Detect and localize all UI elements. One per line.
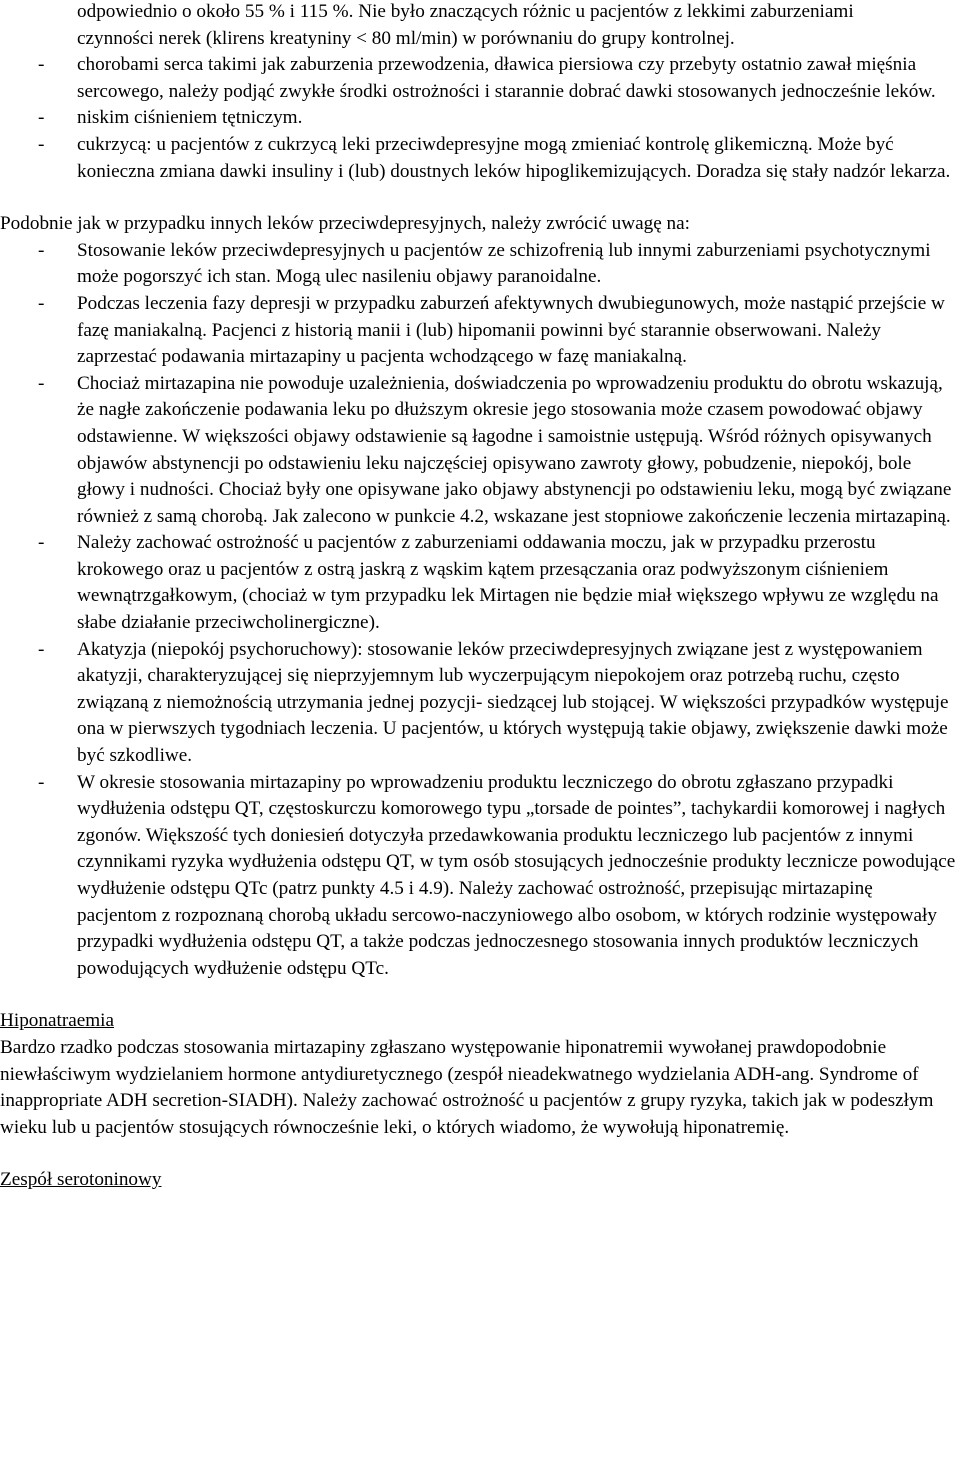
list-item bbox=[0, 291, 960, 371]
list-item-text: Należy zachować ostrożność u pacjentów z zaburzeniami oddawania moczu, jak w przypadku przerostu krokowego oraz u pacjentów z ostrą jaskrą z wąskim kątem przesączania oraz podwyższonym ciśnieniem wewnątrzgałkowym, (chociaż w tym przypadku lek Mirtagen nie będzie miał większego wpływu ze względu na słabe działanie przeciwcholinergiczne). bbox=[77, 532, 939, 634]
list-item-text: Stosowanie leków przeciwdepresyjnych u pacjentów ze schizofrenią lub innymi zaburzeniami psychotycznymi może pogorszyć ich stan. Mogą ulec nasileniu objawy paranoidalne. bbox=[77, 239, 931, 288]
list-dash: - bbox=[38, 638, 45, 660]
hyponatraemia-heading: Hiponatraemia bbox=[0, 1010, 115, 1032]
list-item bbox=[0, 530, 960, 636]
list-item-text: Chociaż mirtazapina nie powoduje uzależnienia, doświadczenia po wprowadzeniu produktu do obrotu wskazują, że nagłe zakończenie podawania leku po dłuższym okresie jego stosowania może czasem powodować objawy odstawienne. W większości objawy odstawienie są łagodne i samoistnie ustępują. Wśród różnych opisywanych objawów abstynencji po odstawieniu leku najczęściej opisywano zawroty głowy, pobudzenie, niepokój, bole głowy i nudności. Chociaż były one opisywane jako objawy abstynencji po odstawieniu leku, mogą być związane również z samą chorobą. Jak zalecono w punkcie 4.2, wskazane jest stopniowe zakończenie leczenia mirtazapiną. bbox=[77, 372, 952, 527]
list-item bbox=[0, 637, 960, 770]
intro-paragraph: Podobnie jak w przypadku innych leków przeciwdepresyjnych, należy zwrócić uwagę na: bbox=[0, 213, 690, 235]
list-dash: - bbox=[38, 532, 45, 554]
list-dash: - bbox=[38, 133, 45, 155]
hyponatraemia-paragraph: Bardzo rzadko podczas stosowania mirtazapiny zgłaszano występowanie hiponatremii wywołanej prawdopodobnie niewłaściwym wydzielaniem hormone antydiuretycznego (zespół nieadekwatnego wydzielania ADH-ang. Syndrome of inappropriate ADH secretion-SIADH). Należy zachować ostrożność u pacjentów z grupy ryzyka, takich jak w podeszłym wieku lub u pacjentów stosujących równocześnie leki, o których wiadomo, że wywołują hiponatremię. bbox=[0, 1036, 934, 1138]
list-item-text: cukrzycą: u pacjentów z cukrzycą leki przeciwdepresyjne mogą zmieniać kontrolę glikemiczną. Może być konieczna zmiana dawki insuliny i (lub) doustnych leków hipoglikemizujących. Doradza się stały nadzór lekarza. bbox=[77, 133, 951, 182]
list-item-text: Akatyzja (niepokój psychoruchowy): stosowanie leków przeciwdepresyjnych związane jest z występowaniem akatyzji, charakteryzującej się nieprzyjemnym lub wyczerpującym niepokojem oraz potrzebą ruchu, często związaną z niemożnością utrzymania jednej pozycji- siedzącej lub stojącej. W większości przypadków występuje ona w pierwszych tygodniach leczenia. U pacjentów, u których występują takie objawy, zwiększenie dawki może być szkodliwe. bbox=[77, 638, 949, 767]
list-item-text: Podczas leczenia fazy depresji w przypadku zaburzeń afektywnych dwubiegunowych, może nastąpić przejście w fazę maniakalną. Pacjenci z historią manii i (lub) hipomanii powinni być starannie obserwowani. Należy zaprzestać podawania mirtazapiny u pacjenta wchodzącego w fazę maniakalną. bbox=[77, 292, 945, 368]
list-item bbox=[0, 52, 960, 105]
list-dash: - bbox=[38, 239, 45, 261]
list-item bbox=[0, 132, 960, 185]
list-item-text: W okresie stosowania mirtazapiny po wprowadzeniu produktu leczniczego do obrotu zgłaszano przypadki wydłużenia odstępu QT, częstoskurczu komorowego typu „torsade de pointes”, tachykardii komorowej i nagłych zgonów. Większość tych doniesień dotyczyła przedawkowania produktu leczniczego lub pacjentów z innymi czynnikami ryzyka wydłużenia odstępu QT, w tym osób stosujących jednocześnie produkty lecznicze powodujące wydłużenie odstępu QTc (patrz punkty 4.5 i 4.9). Należy zachować ostrożność, przepisując mirtazapinę pacjentom z rozpoznaną chorobą układu sercowo-naczyniowego albo osobom, w których rodzinie występowały przypadki wydłużenia odstępu QT, a także podczas jednoczesnego stosowania innych produktów leczniczych powodujących wydłużenie odstępu QTc. bbox=[77, 771, 956, 979]
list-item bbox=[0, 770, 960, 983]
list-item bbox=[0, 371, 960, 531]
list-item-text: niskim ciśnieniem tętniczym. bbox=[77, 107, 303, 129]
list-dash: - bbox=[38, 107, 45, 129]
comorbidity-list bbox=[0, 52, 960, 185]
list-dash: - bbox=[38, 292, 45, 314]
list-dash: - bbox=[38, 771, 45, 793]
serotonin-syndrome-heading: Zespół serotoninowy bbox=[0, 1169, 162, 1191]
warnings-list bbox=[0, 238, 960, 983]
continuation-paragraph: odpowiednio o około 55 % i 115 %. Nie było znaczących różnic u pacjentów z lekkimi zaburzeniami czynności nerek (klirens kreatyniny < 80 ml/min) w porównaniu do grupy kontrolnej. bbox=[77, 1, 854, 49]
list-item bbox=[0, 238, 960, 291]
list-dash: - bbox=[38, 372, 45, 394]
list-item-text: chorobami serca takimi jak zaburzenia przewodzenia, dławica piersiowa czy przebyty ostatnio zawał mięśnia sercowego, należy podjąć zwykłe środki ostrożności i starannie dobrać dawki stosowanych jednocześnie leków. bbox=[77, 54, 936, 102]
list-item bbox=[0, 105, 960, 132]
list-dash: - bbox=[38, 54, 45, 76]
